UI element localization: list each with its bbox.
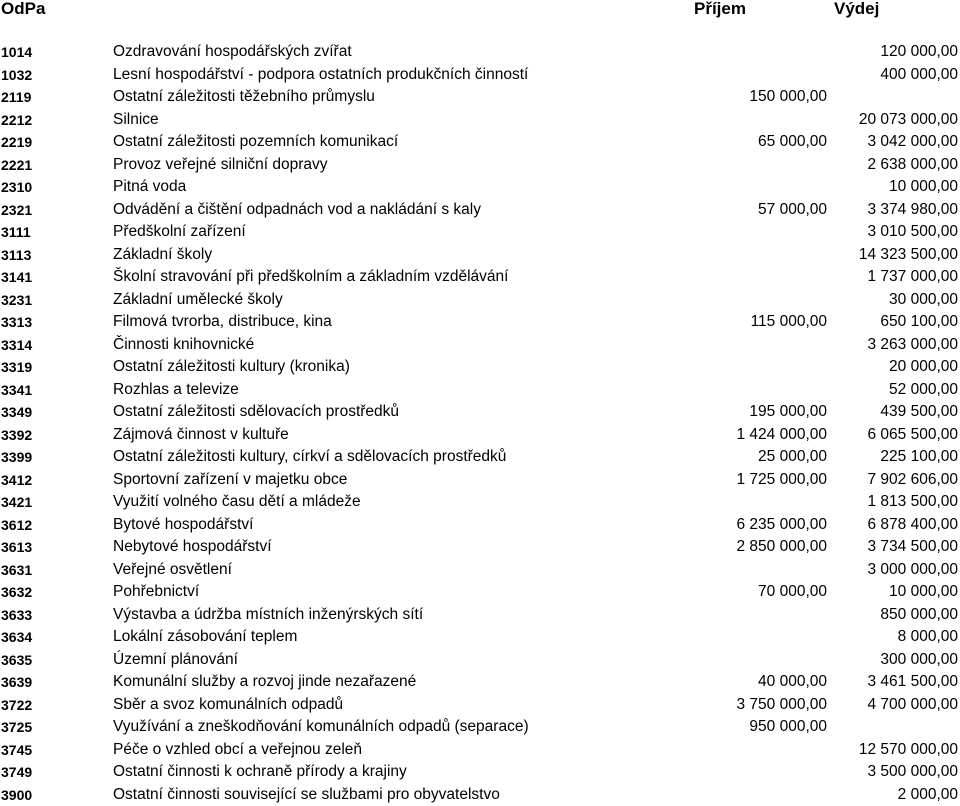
table-row <box>0 176 960 199</box>
table-row <box>0 289 960 312</box>
row-expense: 850 000,00 <box>880 605 958 623</box>
table-row <box>0 154 960 177</box>
row-name: Základní školy <box>113 245 213 263</box>
table-row <box>0 266 960 289</box>
row-income: 1 424 000,00 <box>736 425 827 443</box>
table-row <box>0 559 960 582</box>
row-expense: 20 000,00 <box>889 358 958 375</box>
table-row <box>0 109 960 132</box>
row-code: 3722 <box>1 696 33 713</box>
row-name: Ostatní záležitosti pozemních komunikací <box>113 133 399 150</box>
row-code: 3632 <box>1 584 33 600</box>
table-row <box>0 379 960 402</box>
row-expense: 650 100,00 <box>880 313 958 330</box>
row-expense: 3 042 000,00 <box>867 133 958 150</box>
row-income: 3 750 000,00 <box>736 695 827 713</box>
row-expense: 400 000,00 <box>880 65 958 83</box>
row-code: 1032 <box>1 66 33 83</box>
row-expense: 3 010 500,00 <box>867 223 958 240</box>
table-row <box>0 604 960 627</box>
row-code: 3631 <box>1 561 33 578</box>
row-name: Předškolní zařízení <box>113 223 246 240</box>
table-row <box>0 244 960 267</box>
table-row <box>0 716 960 739</box>
row-expense: 439 500,00 <box>880 403 958 420</box>
row-code: 2310 <box>1 179 33 195</box>
header-odpa: OdPa <box>1 0 46 18</box>
table-row <box>0 671 960 694</box>
row-income: 25 000,00 <box>758 448 827 465</box>
table-row <box>0 761 960 784</box>
row-name: Lokální zásobování teplem <box>113 628 298 645</box>
row-code: 3612 <box>1 516 33 533</box>
row-expense: 4 700 000,00 <box>867 695 958 713</box>
row-name: Filmová tvrorba, distribuce, kina <box>113 313 332 330</box>
row-code: 3900 <box>1 786 33 803</box>
row-code: 3634 <box>1 629 33 645</box>
row-code: 3349 <box>1 404 33 420</box>
row-name: Využití volného času dětí a mládeže <box>113 493 361 510</box>
table-row <box>0 424 960 447</box>
row-code: 2212 <box>1 111 33 128</box>
row-expense: 20 073 000,00 <box>858 110 958 128</box>
table-row <box>0 446 960 469</box>
row-name: Územní plánování <box>113 650 238 668</box>
row-expense: 3 000 000,00 <box>867 560 958 578</box>
table-header <box>0 0 960 22</box>
row-expense: 7 902 606,00 <box>867 470 958 488</box>
row-name: Nebytové hospodářství <box>113 538 272 555</box>
header-prijem: Příjem <box>694 0 746 18</box>
row-name: Provoz veřejné silniční dopravy <box>113 155 328 173</box>
table-row <box>0 401 960 424</box>
row-code: 2321 <box>1 201 33 218</box>
header-vydaj: Výdej <box>834 0 880 18</box>
row-income: 195 000,00 <box>749 403 827 420</box>
row-expense: 1 813 500,00 <box>867 493 958 510</box>
row-name: Činnosti knihovnické <box>113 335 255 353</box>
row-code: 3341 <box>1 381 33 398</box>
row-code: 3319 <box>1 359 33 375</box>
table-row <box>0 784 960 806</box>
table-row <box>0 514 960 537</box>
row-name: Ostatní záležitosti těžebního průmyslu <box>113 88 375 105</box>
row-expense: 10 000,00 <box>889 178 958 195</box>
row-expense: 6 065 500,00 <box>867 425 958 443</box>
table-row <box>0 491 960 514</box>
row-expense: 225 100,00 <box>880 448 958 465</box>
table-row <box>0 739 960 762</box>
row-expense: 3 374 980,00 <box>867 200 958 218</box>
row-name: Výstavba a údržba místních inženýrských sítí <box>113 605 424 623</box>
row-code: 3399 <box>1 449 33 465</box>
row-expense: 300 000,00 <box>880 650 958 668</box>
row-name: Bytové hospodářství <box>113 515 254 533</box>
row-expense: 3 500 000,00 <box>867 763 958 780</box>
row-income: 150 000,00 <box>749 88 827 105</box>
table-row <box>0 41 960 64</box>
row-code: 3392 <box>1 426 33 443</box>
row-name: Využívání a zneškodňování komunálních odpadů (separace) <box>113 718 529 735</box>
row-name: Sportovní zařízení v majetku obce <box>113 470 348 488</box>
row-code: 3314 <box>1 336 33 353</box>
row-expense: 2 638 000,00 <box>867 155 958 173</box>
row-expense: 1 737 000,00 <box>867 268 958 285</box>
row-expense: 8 000,00 <box>897 628 958 645</box>
row-code: 3745 <box>1 741 33 758</box>
row-expense: 14 323 500,00 <box>858 245 958 263</box>
row-income: 65 000,00 <box>758 133 827 150</box>
table-row <box>0 199 960 222</box>
row-code: 1014 <box>1 44 33 60</box>
row-income: 115 000,00 <box>750 313 827 330</box>
budget-table-body <box>0 41 960 806</box>
row-name: Pitná voda <box>113 178 187 195</box>
row-income: 40 000,00 <box>758 673 827 690</box>
row-code: 2219 <box>1 134 33 150</box>
table-row <box>0 334 960 357</box>
row-name: Zájmová činnost v kultuře <box>113 425 289 443</box>
row-code: 3635 <box>1 651 33 668</box>
row-expense: 2 000,00 <box>897 785 958 803</box>
row-code: 3633 <box>1 606 33 623</box>
row-code: 3725 <box>1 719 33 735</box>
table-row <box>0 356 960 379</box>
table-row <box>0 581 960 604</box>
row-code: 3111 <box>1 224 31 240</box>
row-code: 2119 <box>1 89 32 105</box>
table-row <box>0 626 960 649</box>
row-expense: 12 570 000,00 <box>858 740 958 758</box>
row-name: Komunální služby a rozvoj jinde nezařazené <box>113 673 417 690</box>
row-expense: 120 000,00 <box>880 43 958 60</box>
row-code: 3613 <box>1 539 33 555</box>
table-row <box>0 86 960 109</box>
row-name: Rozhlas a televize <box>113 380 239 398</box>
row-name: Péče o vzhled obcí a veřejnou zeleň <box>113 740 363 758</box>
row-name: Veřejné osvětlení <box>113 560 232 578</box>
row-expense: 3 734 500,00 <box>867 538 958 555</box>
table-row <box>0 469 960 492</box>
row-name: Ozdravování hospodářských zvířat <box>113 43 352 60</box>
row-name: Silnice <box>113 110 159 128</box>
table-row <box>0 694 960 717</box>
row-code: 3749 <box>1 764 33 780</box>
row-code: 3231 <box>1 291 33 308</box>
table-row <box>0 536 960 559</box>
row-code: 3412 <box>1 471 33 488</box>
row-code: 3421 <box>1 494 33 510</box>
row-name: Základní umělecké školy <box>113 290 283 308</box>
row-name: Ostatní záležitosti sdělovacích prostředků <box>113 403 400 420</box>
row-name: Lesní hospodářství - podpora ostatních produkčních činností <box>113 65 529 83</box>
row-income: 6 235 000,00 <box>736 515 827 533</box>
row-expense: 52 000,00 <box>889 380 958 398</box>
row-code: 3113 <box>1 246 32 263</box>
row-code: 3313 <box>1 314 33 330</box>
row-income: 70 000,00 <box>758 583 827 600</box>
table-row <box>0 649 960 672</box>
row-code: 3141 <box>1 269 33 285</box>
row-expense: 30 000,00 <box>889 290 958 308</box>
row-name: Sběr a svoz komunálních odpadů <box>113 695 344 713</box>
row-name: Ostatní činnosti k ochraně přírody a krajiny <box>113 763 407 780</box>
table-row <box>0 131 960 154</box>
row-income: 2 850 000,00 <box>736 538 827 555</box>
row-code: 2221 <box>1 156 33 173</box>
row-income: 57 000,00 <box>758 200 827 218</box>
row-expense: 3 461 500,00 <box>867 673 958 690</box>
row-expense: 6 878 400,00 <box>867 515 958 533</box>
row-expense: 10 000,00 <box>889 583 958 600</box>
table-row <box>0 64 960 87</box>
row-name: Ostatní záležitosti kultury, církví a sdělovacích prostředků <box>113 448 507 465</box>
row-name: Ostatní činnosti související se službami pro obyvatelstvo <box>113 785 500 803</box>
row-income: 1 725 000,00 <box>736 470 827 488</box>
row-income: 950 000,00 <box>749 718 827 735</box>
row-name: Pohřebnictví <box>113 583 200 600</box>
row-expense: 3 263 000,00 <box>867 335 958 353</box>
row-name: Ostatní záležitosti kultury (kronika) <box>113 358 350 375</box>
row-code: 3639 <box>1 674 33 690</box>
table-row <box>0 311 960 334</box>
row-name: Školní stravování při předškolním a základním vzdělávání <box>113 268 509 285</box>
row-name: Odvádění a čištění odpadnách vod a nakládání s kaly <box>113 200 481 218</box>
table-row <box>0 221 960 244</box>
